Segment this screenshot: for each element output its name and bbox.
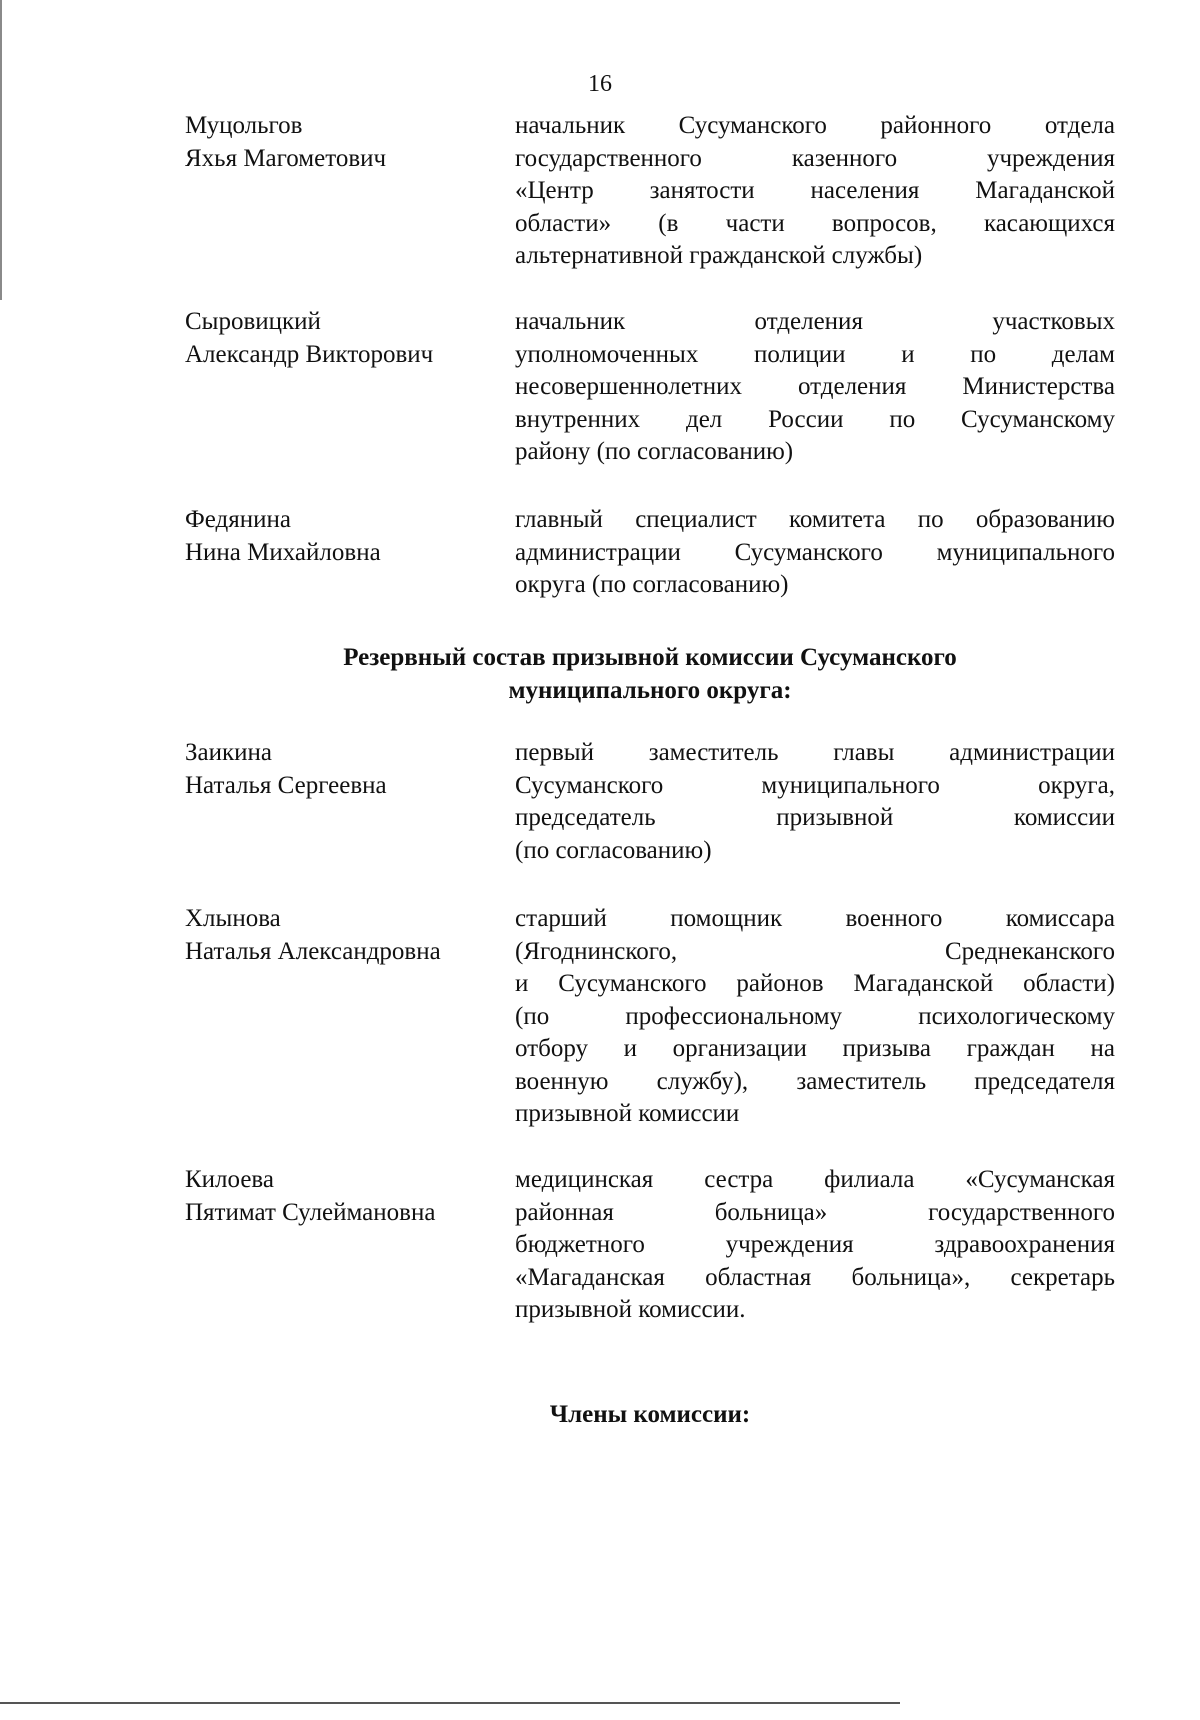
role-line: альтернативной гражданской службы) — [515, 242, 923, 269]
person-role — [515, 110, 1115, 273]
surname: Хлынова — [185, 905, 281, 932]
role-line: (Ягоднинского, Среднеканского — [515, 937, 1115, 965]
role-line: бюджетного учреждения здравоохранения — [515, 1231, 1115, 1258]
surname: Сыровицкий — [185, 308, 321, 335]
person-name — [185, 903, 505, 968]
given-names: Наталья Александровна — [185, 937, 441, 965]
role-line: районная больница» государственного — [515, 1198, 1115, 1226]
role-line: государственного казенного учреждения — [515, 144, 1115, 172]
role-line: и Сусуманского районов Магаданской области) — [515, 970, 1115, 997]
reserve-section-heading — [185, 641, 1115, 707]
heading-line: Члены комиссии: — [549, 1401, 751, 1428]
given-names: Нина Михайловна — [185, 538, 381, 566]
role-line: внутренних дел России по Сусуманскому — [515, 405, 1115, 433]
person-role — [515, 737, 1115, 867]
person-role — [515, 306, 1115, 469]
role-line: начальник отделения участковых — [515, 308, 1115, 335]
given-names: Александр Викторович — [185, 340, 434, 368]
role-line: округа (по согласованию) — [515, 571, 789, 598]
page-number: 16 — [588, 71, 612, 97]
role-line: Сусуманского муниципального округа, — [515, 771, 1115, 799]
members-section-heading — [185, 1398, 1115, 1431]
role-line: председатель призывной комиссии — [515, 804, 1115, 831]
role-line: «Центр занятости населения Магаданской — [515, 177, 1115, 204]
role-line: военную службу), заместитель председателя — [515, 1067, 1115, 1095]
role-line: отбору и организации призыва граждан на — [515, 1035, 1115, 1062]
heading-line: Резервный состав призывной комиссии Сусуманского — [343, 644, 957, 671]
person-role — [515, 504, 1115, 602]
role-line: главный специалист комитета по образованию — [515, 506, 1115, 533]
role-line: начальник Сусуманского районного отдела — [515, 112, 1115, 139]
given-names: Наталья Сергеевна — [185, 771, 387, 799]
role-line: области» (в части вопросов, касающихся — [515, 209, 1115, 237]
person-role — [515, 903, 1115, 1131]
person-name — [185, 1164, 505, 1229]
person-name — [185, 737, 505, 802]
role-line: (по профессиональному психологическому — [515, 1002, 1115, 1030]
person-name — [185, 504, 505, 569]
heading-line: муниципального округа: — [508, 677, 792, 704]
person-name — [185, 110, 505, 175]
surname: Федянина — [185, 506, 291, 533]
role-line: (по согласованию) — [515, 836, 712, 864]
person-role — [515, 1164, 1115, 1327]
scan-edge-left — [0, 0, 2, 300]
surname: Муцольгов — [185, 112, 303, 139]
given-names: Пятимат Сулеймановна — [185, 1198, 436, 1226]
surname: Килоева — [185, 1166, 275, 1193]
role-line: району (по согласованию) — [515, 438, 794, 465]
scan-edge-bottom — [0, 1702, 900, 1704]
surname: Заикина — [185, 739, 272, 766]
role-line: первый заместитель главы администрации — [515, 739, 1115, 766]
role-line: медицинская сестра филиала «Сусуманская — [515, 1166, 1115, 1193]
role-line: призывной комиссии. — [515, 1296, 746, 1323]
role-line: призывной комиссии — [515, 1100, 740, 1127]
role-line: несовершеннолетних отделения Министерства — [515, 373, 1115, 400]
role-line: уполномоченных полиции и по делам — [515, 340, 1115, 368]
given-names: Яхья Магометович — [185, 144, 387, 172]
person-name — [185, 306, 505, 371]
role-line: старший помощник военного комиссара — [515, 905, 1115, 932]
role-line: «Магаданская областная больница», секретарь — [515, 1263, 1115, 1291]
role-line: администрации Сусуманского муниципального — [515, 538, 1115, 566]
